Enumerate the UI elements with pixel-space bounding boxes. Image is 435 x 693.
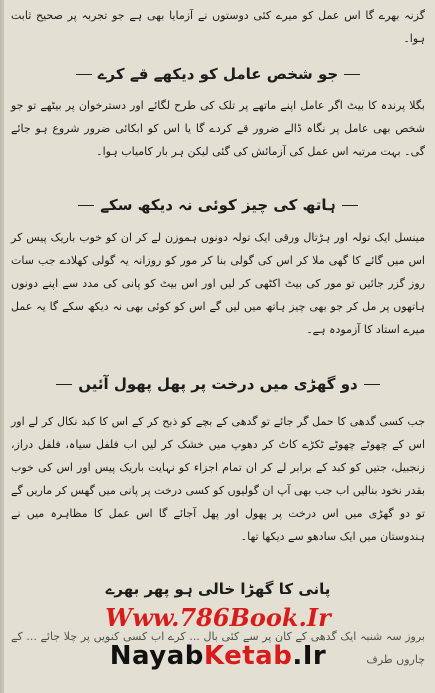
paragraph-pitcher: بروز سہ شنبہ ایک گدھی کے کان پر سے کئی بال ... کرے اب کسی کنویں پر چلا جائے ... کے چاروں طرف xyxy=(11,630,425,666)
paragraph-invisible: مینسل ایک تولہ اور ہڑتال ورقی ایک تولہ دونوں ہموزن لے کر ان کو خوب باریک پیس کر اس میں گائے کا گھی ملا کر اس کی گولی بنا کر مور کو روزانہ یہ گولی کھلادے جب سات روز گزر جائیں تو مور کی بیٹ اکٹھی کر لیں اور اس بیٹ کو پانی کی مدد سے اپنے دونوں ہاتھوں پر مل کر جو بھی چیز ہاتھ میں لیں گے اس کو کوئی بھی نہ دیکھ سکے گا یہ عمل میرے استاد کا آزمودہ ہے۔ xyxy=(11,231,425,336)
heading-rule xyxy=(78,205,94,206)
heading-rule xyxy=(344,74,360,75)
intro-text: گزنہ بھرے گا اس عمل کو میرے کئی دوستوں نے آزمایا بھی ہے جو تجربہ پر صحیح ثابت ہوا۔ xyxy=(11,9,425,45)
watermark-brand-tail: .Ir xyxy=(292,641,327,671)
paragraph-vomit: بگلا پرندہ کا بیٹ اگر عامل اپنے ماتھے پر تلک کی طرح لگائے اور دسترخوان پر بیٹھے تو جو شخص بھی عامل پر نگاہ ڈالے ضرور قے کردے گا یا اس کو ابکائی ضرور شروع ہو جائے گی۔ بہت مرتبہ اس عمل کی آزمائش کی گئی لیکن ہر بار کامیاب ہوا۔ xyxy=(11,99,425,158)
heading-pitcher-text: پانی کا گھڑا خالی ہو پھر بھرے xyxy=(105,580,331,598)
heading-rule xyxy=(76,74,92,75)
watermark-brand xyxy=(1,641,435,671)
heading-rule xyxy=(364,384,380,385)
heading-tree xyxy=(11,375,425,393)
page-edge xyxy=(1,0,4,693)
heading-invisible-text: ہاتھ کی چیز کوئی نہ دیکھ سکے xyxy=(100,196,336,214)
watermark-brand-black: Nayab xyxy=(109,641,204,671)
watermark-site: Www.786Book.Ir xyxy=(105,603,331,632)
heading-invisible xyxy=(11,196,425,214)
heading-vomit-text: جو شخص عامل کو دیکھے قے کرے xyxy=(97,65,339,83)
paragraph-tree: جب کسی گدھی کا حمل گر جائے تو گدھی کے بچے کو ذبح کر کے اس کا کبد نکال کر لے اور اس کے چھوٹے چھوٹے ٹکڑے کاٹ کر دھوپ میں خشک کر لیں اب فلفل سیاہ، فلفل دراز، زنجبیل، جتیں کو کبد کے برابر لے کر ان تمام اجزاء کو نہایت باریک پیس اور اس کی خوب بقدر نخود بنالیں اب جب بھی آپ ان گولیوں کو کسی درخت پر پانی میں گھس کر ماریں گے تو دو گھڑی میں اس درخت پر پھول اور پھل آجائے گا اس عمل کا مظاہرہ میں نے ہندوستان میں ایک سادھو سے دیکھا تھا۔ xyxy=(11,415,425,543)
heading-pitcher xyxy=(11,580,425,598)
heading-vomit xyxy=(11,65,425,83)
heading-rule xyxy=(56,384,72,385)
heading-tree-text: دو گھڑی میں درخت پر پھل پھول آئیں xyxy=(78,375,358,393)
watermark-brand-red: Ketab xyxy=(203,641,293,671)
heading-rule xyxy=(342,205,358,206)
